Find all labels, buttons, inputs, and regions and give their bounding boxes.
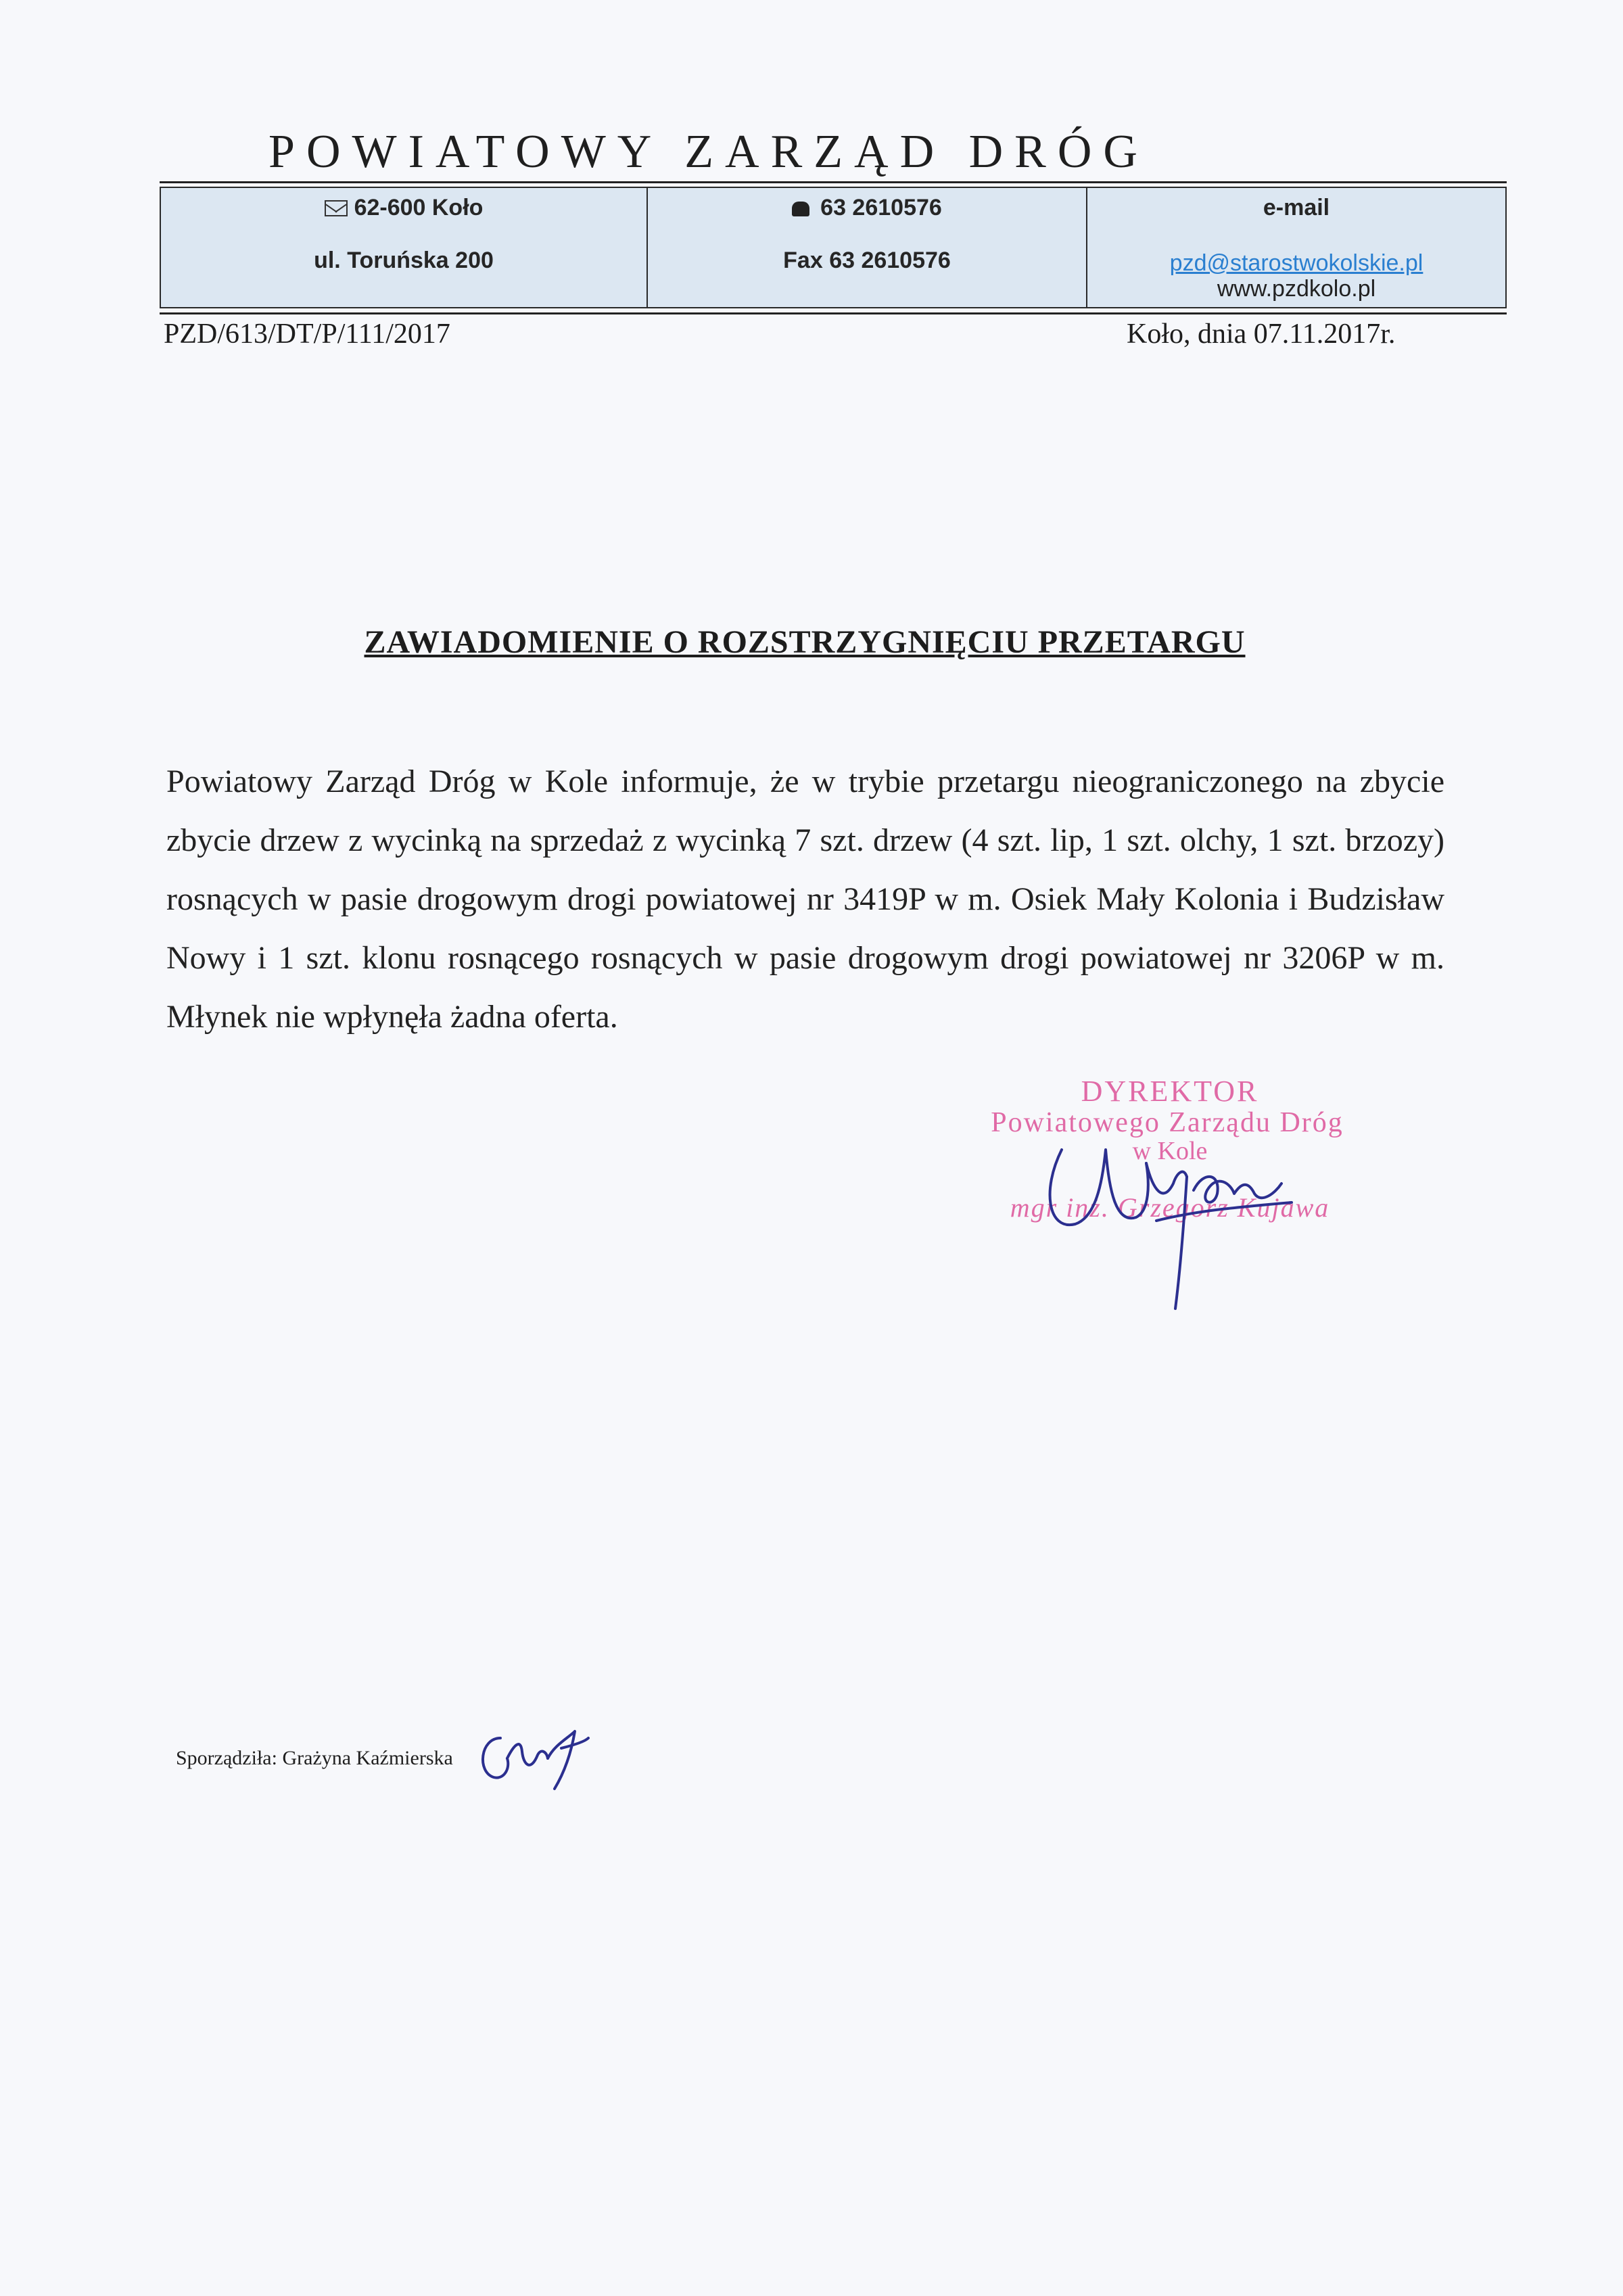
fax-number: Fax 63 2610576: [783, 248, 951, 273]
preparer-signature: [473, 1718, 595, 1792]
street-address: ul. Toruńska 200: [314, 248, 494, 273]
header-rule-top: [160, 181, 1507, 183]
prepared-by: Sporządziła: Grażyna Kaźmierska: [176, 1747, 453, 1769]
header-rule-bottom: [160, 312, 1507, 314]
contact-table: [160, 187, 1507, 308]
body-paragraph: Powiatowy Zarząd Dróg w Kole informuje, że w trybie przetargu nieograniczonego na zbycie zbycie drzew z wycinką na sprzedaż z wycinką 7 szt. drzew (4 szt. lip, 1 szt. olchy, 1 szt. brzozy) rosnących w pasie drogowym drogi powiatowej nr 3419P w m. Osiek Mały Kolonia i Budzisław Nowy i 1 szt. klonu rosnącego rosnących w pasie drogowym drogi powiatowej nr 3206P w m. Młynek nie wpłynęła żadna oferta.: [166, 764, 1444, 1035]
phone-number: 63 2610576: [820, 195, 942, 220]
website-link[interactable]: www.pzdkolo.pl: [1217, 276, 1376, 302]
stamp-organization: Powiatowego Zarządu Dróg: [991, 1107, 1344, 1138]
reference-number: PZD/613/DT/P/111/2017: [164, 319, 450, 350]
stamp-location: w Kole: [1132, 1137, 1208, 1165]
director-signature: [1014, 1109, 1298, 1312]
email-link[interactable]: pzd@starostwokolskie.pl: [1169, 250, 1424, 276]
phone-icon: [792, 202, 809, 216]
postal-code-city: 62-600 Koło: [354, 195, 484, 220]
envelope-icon: [325, 200, 348, 216]
contact-column-email: [1087, 188, 1505, 307]
stamp-title: DYREKTOR: [1081, 1075, 1259, 1108]
document-date: Koło, dnia 07.11.2017r.: [1127, 319, 1396, 350]
contact-column-phone: [648, 188, 1087, 307]
document-heading: ZAWIADOMIENIE O ROZSTRZYGNIĘCIU PRZETARGU: [364, 624, 1246, 660]
contact-column-address: [161, 188, 648, 307]
email-label: e-mail: [1263, 195, 1330, 220]
organization-name: POWIATOWY ZARZĄD DRÓG: [268, 126, 1149, 178]
stamp-signatory: mgr inż. Grzegorz Kujawa: [1010, 1192, 1330, 1223]
